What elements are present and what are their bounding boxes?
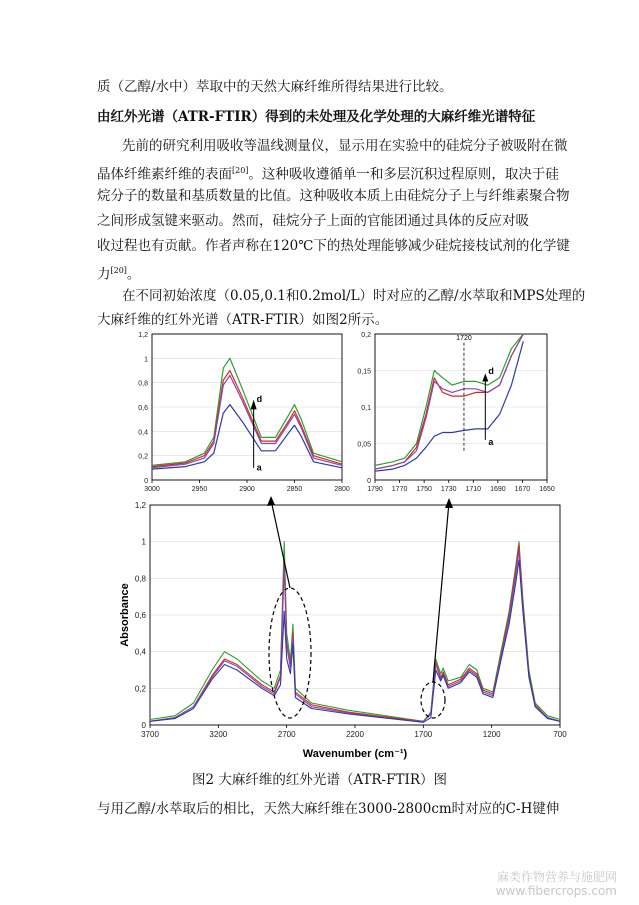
- arrow-to-right-inset: [433, 502, 449, 682]
- x-tick-label: 1670: [514, 486, 531, 493]
- x-tick-label: 1750: [416, 486, 432, 493]
- y-tick-label: 1,2: [138, 332, 148, 339]
- arrow-to-left-inset: [271, 500, 290, 588]
- y-tick-label: 0,2: [361, 332, 371, 339]
- inset-left-chart: [138, 332, 350, 493]
- x-tick-label: 1770: [391, 486, 408, 493]
- y-tick-label: 0,8: [138, 380, 148, 388]
- y-tick-label: 0,05: [357, 441, 371, 449]
- y-tick-label: 0,2: [134, 684, 146, 694]
- figure-caption: 图2 大麻纤维的红外光谱（ATR-FTIR）图: [192, 772, 447, 788]
- y-tick-label: 1: [141, 537, 146, 547]
- y-tick-label: 0,1: [361, 405, 371, 412]
- last-line: 与用乙醇/水萃取后的相比，天然大麻纤维在3000-2800cm时对应的C-H键伸: [97, 801, 560, 817]
- series-line-3: [375, 341, 523, 471]
- x-tick-label: 1650: [539, 486, 555, 493]
- citation-ref-2: [20]: [110, 266, 127, 275]
- series-line-3: [150, 560, 560, 722]
- x-tick-label: 3700: [141, 730, 159, 739]
- x-tick-label: 3000: [144, 486, 160, 493]
- series-line-1: [375, 334, 523, 469]
- highlight-ellipse-ch: [269, 588, 311, 718]
- main-chart: [119, 501, 567, 760]
- y-tick-label: 0,4: [138, 429, 148, 437]
- series-line-1: [150, 545, 560, 721]
- y-tick-label: 0,6: [138, 405, 148, 412]
- arrowhead-left: [267, 496, 275, 506]
- x-tick-label: 1790: [367, 486, 383, 493]
- series-line-0: [375, 334, 523, 465]
- marker-1720-label: 1720: [456, 334, 472, 342]
- para1-line2: [97, 162, 559, 184]
- x-tick-label: 1200: [482, 730, 501, 739]
- x-tick-label: 1710: [465, 486, 482, 493]
- para1-line3: 烷分子的数量和基质数量的比值。这种吸收本质上由硅烷分子上与纤维素聚合物: [97, 188, 570, 204]
- series-line-0: [150, 542, 560, 722]
- series-line-3: [152, 405, 342, 473]
- y-tick-label: 0: [141, 721, 146, 730]
- section-heading: 由红外光谱（ATR-FTIR）得到的未处理及化学处理的大麻纤维光谱特征: [97, 109, 536, 125]
- inset-right-chart: [357, 332, 555, 493]
- series-line-2: [150, 551, 560, 722]
- x-tick-label: 1730: [440, 486, 457, 493]
- series-label-a: a: [488, 436, 494, 447]
- x-axis-label: Wavenumber (cm⁻¹): [302, 748, 408, 760]
- watermark-url: www.fibercrops.com: [495, 884, 617, 898]
- y-tick-label: 1,2: [134, 501, 146, 510]
- para1-line2a: 晶体纤维素纤维的表面: [97, 166, 232, 183]
- x-tick-label: 1700: [414, 730, 433, 739]
- series-line-2: [375, 334, 523, 469]
- citation-ref: [20]: [232, 166, 249, 175]
- para1-line1: 先前的研究利用吸收等温线测量仪，显示用在实验中的硅烷分子被吸附在微: [122, 138, 568, 154]
- para1-line2b: 。这种吸收遵循单一和多层沉积过程原则，取决于硅: [248, 166, 559, 183]
- series-label-d: d: [256, 394, 263, 405]
- x-tick-label: 2850: [286, 486, 303, 493]
- series-label-d: d: [488, 366, 494, 377]
- y-tick-label: 0,6: [134, 611, 146, 620]
- para1-line6a: 力: [97, 266, 111, 283]
- y-axis-label: Absorbance: [119, 583, 131, 647]
- para1-line6b: 。: [126, 266, 141, 283]
- para1-line6: [97, 262, 140, 284]
- x-tick-label: 700: [553, 730, 567, 739]
- x-tick-label: 1690: [490, 486, 506, 493]
- para2-line1: 在不同初始浓度（0.05,0.1和0.2mol/L）时对应的乙醇/水萃取和MPS处理的: [122, 288, 586, 304]
- y-tick-label: 1: [144, 356, 148, 364]
- ftir-figure: [100, 320, 570, 765]
- y-tick-label: 0,8: [134, 574, 146, 584]
- x-tick-label: 2700: [277, 730, 296, 739]
- y-tick-label: 0: [144, 478, 148, 485]
- para1-line4: 之间形成氢键来驱动。然而，硅烷分子上面的官能团通过具体的反应对吸: [97, 213, 529, 229]
- watermark-title: 麻类作物营养与施肥网: [496, 870, 617, 884]
- arrowhead-right: [445, 498, 453, 508]
- y-tick-label: 0,15: [357, 368, 371, 376]
- para2-line2: 大麻纤维的红外光谱（ATR-FTIR）如图2所示。: [97, 312, 389, 328]
- x-tick-label: 2950: [191, 486, 208, 493]
- y-tick-label: 0,2: [138, 453, 148, 461]
- y-tick-label: 0,4: [134, 647, 146, 657]
- y-tick-label: 0: [367, 478, 371, 485]
- intro-line: 质（乙醇/水中）萃取中的天然大麻纤维所得结果进行比较。: [97, 79, 453, 95]
- x-tick-label: 2800: [334, 486, 350, 493]
- series-label-a: a: [256, 462, 262, 473]
- series-line-2: [152, 375, 342, 467]
- x-tick-label: 2200: [346, 730, 364, 739]
- para1-line5: 收过程也有贡献。作者声称在120℃下的热处理能够减少硅烷接枝试剂的化学键: [97, 238, 570, 254]
- x-tick-label: 3200: [209, 730, 228, 739]
- x-tick-label: 2900: [239, 486, 255, 493]
